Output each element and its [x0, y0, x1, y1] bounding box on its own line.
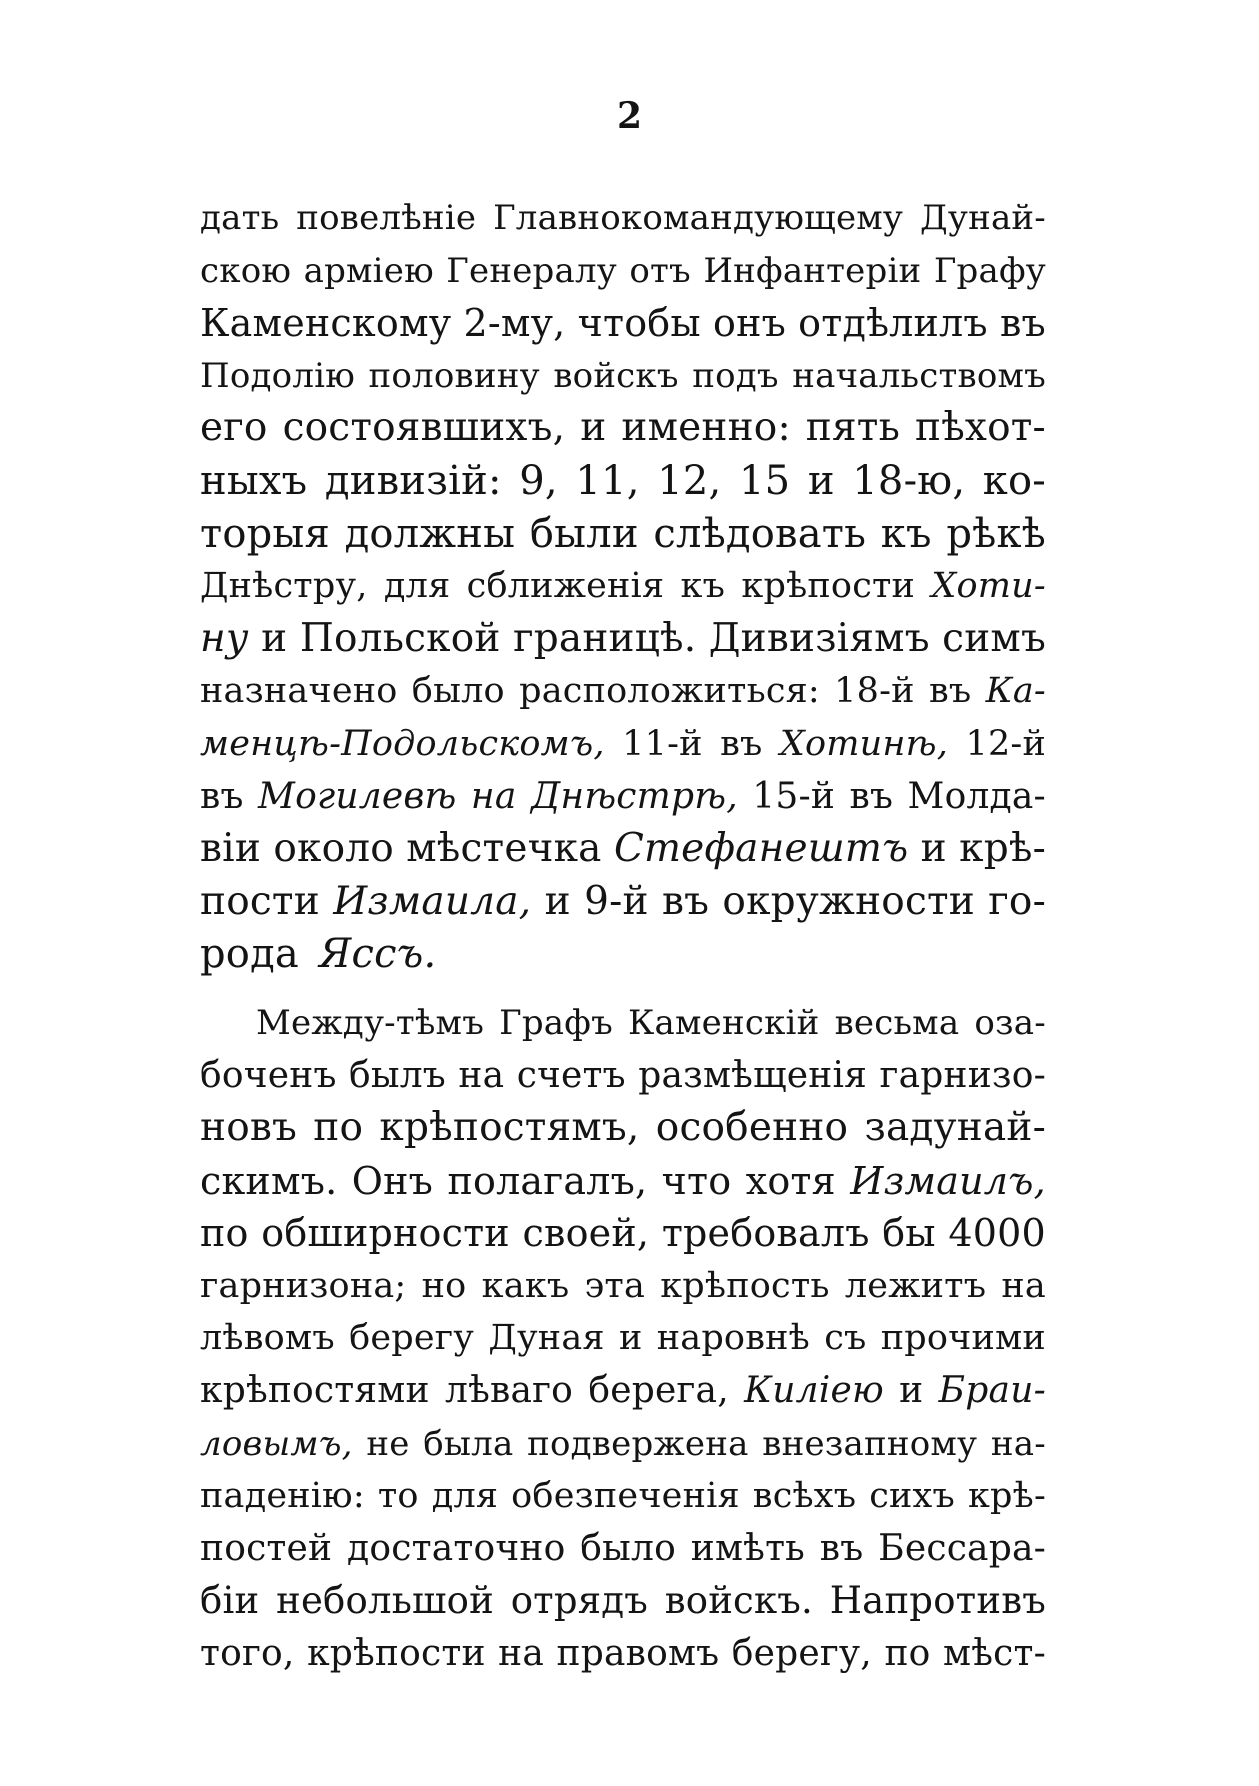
word: и — [899, 1370, 924, 1412]
word: по — [200, 1211, 249, 1256]
italic-word: Днѣстрѣ, — [530, 775, 738, 817]
word: Дуная — [488, 1318, 605, 1359]
text-line — [200, 1260, 1046, 1313]
text-line — [200, 1575, 1046, 1628]
italic-word: на — [470, 775, 517, 817]
word: біи — [200, 1579, 260, 1623]
word: Дунай- — [920, 198, 1046, 238]
word: 2-му, — [463, 301, 566, 346]
word: Бессара- — [878, 1527, 1046, 1569]
word: границѣ. — [513, 615, 697, 661]
word: особенно — [655, 1105, 849, 1151]
word: въ — [720, 723, 763, 764]
word: по — [313, 1105, 364, 1151]
word: съ — [824, 1318, 867, 1359]
word: отдѣлилъ — [798, 301, 988, 346]
word: отрядъ — [510, 1579, 648, 1623]
word: на — [1001, 1265, 1046, 1306]
word: 15 — [738, 457, 791, 504]
word: правомъ — [556, 1633, 720, 1675]
text-line — [200, 928, 1046, 981]
word: достаточно — [347, 1527, 566, 1569]
text-line — [200, 1102, 1046, 1155]
word: пости — [200, 878, 320, 924]
italic-word: Измаила, — [333, 878, 532, 924]
word: Польской — [299, 615, 501, 661]
word: небольшой — [276, 1579, 494, 1623]
word: сближенія — [466, 566, 665, 607]
word: и — [580, 405, 607, 451]
word: 18-ю, — [852, 457, 966, 504]
word: и — [618, 1318, 643, 1359]
word: Инфантеріи — [703, 250, 922, 291]
word: Графу — [933, 250, 1046, 291]
word: обезпеченія — [511, 1476, 740, 1517]
word: дивизій: — [324, 457, 502, 504]
word: бы — [882, 1211, 936, 1256]
italic-word: ну — [200, 615, 249, 661]
word: чтобы — [577, 301, 701, 346]
text-line — [200, 823, 1046, 876]
word: своей, — [522, 1211, 650, 1256]
word: ко- — [982, 457, 1046, 504]
word: 9-й — [584, 878, 649, 924]
word: 12, — [657, 457, 722, 504]
italic-word: Хоти- — [931, 566, 1046, 607]
word: и — [807, 457, 835, 504]
word: то — [377, 1476, 419, 1517]
word: новъ — [200, 1105, 298, 1151]
text-line — [200, 508, 1046, 561]
text-line — [200, 1207, 1046, 1260]
italic-word: Киліею — [744, 1370, 884, 1412]
word: въ — [849, 775, 894, 817]
word: имѣть — [690, 1527, 805, 1569]
word: именно: — [621, 405, 791, 451]
word: но — [421, 1265, 467, 1306]
word: 12-й — [965, 723, 1046, 764]
italic-word: Яссъ. — [318, 931, 437, 978]
word: крѣпостями — [200, 1370, 430, 1412]
word: скимъ. — [200, 1158, 338, 1203]
italic-word: Ка- — [985, 671, 1046, 712]
word: 11-й — [622, 723, 703, 764]
word: постей — [200, 1527, 333, 1569]
word: эта — [584, 1265, 646, 1306]
word: задунай- — [864, 1105, 1046, 1151]
italic-word: Могилевѣ — [258, 775, 457, 817]
word: должны — [344, 510, 516, 557]
word: берега, — [588, 1370, 729, 1412]
word: повелѣніе — [296, 198, 477, 238]
word: того, — [200, 1633, 295, 1675]
word: для — [383, 566, 451, 607]
word: что — [661, 1158, 732, 1203]
word: Графъ — [499, 1002, 613, 1043]
paragraph — [200, 192, 1046, 981]
word: всѣхъ — [752, 1476, 857, 1517]
word: оза- — [974, 1002, 1046, 1043]
word: хотя — [745, 1158, 836, 1203]
word: паденію: — [200, 1476, 365, 1517]
word: сихъ — [869, 1476, 955, 1517]
text-line — [200, 297, 1046, 350]
word: торыя — [200, 510, 330, 557]
word: лѣвомъ — [200, 1318, 335, 1359]
text-line — [200, 192, 1046, 245]
word: войскъ. — [664, 1579, 814, 1623]
word: рѣкѣ — [946, 510, 1046, 557]
word: Дивизіямъ — [708, 615, 930, 661]
italic-word: Стефанештъ — [613, 826, 909, 872]
word: онъ — [713, 301, 786, 346]
text-line — [200, 350, 1046, 403]
word: крѣ- — [967, 1476, 1046, 1517]
word: ныхъ — [200, 457, 308, 504]
text-line — [200, 560, 1046, 613]
text-line — [200, 1050, 1046, 1103]
text-line — [200, 718, 1046, 771]
word: внезапному — [762, 1423, 978, 1464]
word: 18-й — [834, 671, 915, 712]
text-line — [200, 245, 1046, 298]
text-line — [200, 997, 1046, 1050]
word: 9, — [519, 457, 558, 504]
word: крѣпости — [741, 566, 916, 607]
word: Между-тѣмъ — [256, 1002, 485, 1043]
word: не — [366, 1423, 410, 1464]
word: было — [580, 1527, 676, 1569]
word: въ — [928, 671, 972, 712]
word: требовалъ — [661, 1211, 870, 1256]
word: подвержена — [527, 1423, 749, 1464]
word: въ — [200, 775, 244, 817]
word: по — [884, 1633, 931, 1675]
word: былъ — [349, 1054, 446, 1096]
word: и — [920, 826, 947, 872]
text-line — [200, 1418, 1046, 1471]
word: счетъ — [516, 1054, 626, 1096]
word: и — [544, 878, 571, 924]
word: въ — [819, 1527, 864, 1569]
word: полагалъ, — [447, 1158, 648, 1203]
text-line — [200, 613, 1046, 666]
text-line — [200, 665, 1046, 718]
word: боченъ — [200, 1054, 337, 1096]
word: Напротивъ — [829, 1579, 1046, 1623]
body-text — [200, 192, 1046, 1681]
word: го- — [988, 878, 1046, 924]
word: на- — [990, 1423, 1046, 1464]
word: Днѣстру, — [200, 566, 368, 607]
word: назначено — [200, 671, 398, 712]
text-line — [200, 876, 1046, 929]
text-line — [200, 1155, 1046, 1208]
word: отъ — [629, 250, 691, 291]
word: расположиться: — [519, 671, 820, 712]
word: подъ — [692, 355, 779, 396]
word: прочими — [880, 1318, 1046, 1359]
word: мѣстечка — [406, 826, 602, 872]
word: крѣпость — [660, 1265, 830, 1306]
word: рода — [200, 931, 299, 978]
word: къ — [680, 566, 726, 607]
word: для — [431, 1476, 499, 1517]
italic-word: Измаилъ, — [850, 1158, 1046, 1203]
word: 11, — [575, 457, 640, 504]
word: крѣпостямъ, — [379, 1105, 640, 1151]
text-line — [200, 1470, 1046, 1523]
word: начальствомъ — [792, 355, 1046, 396]
italic-word: Хотинѣ, — [779, 723, 949, 764]
text-line — [200, 1365, 1046, 1418]
word: 15-й — [752, 775, 836, 817]
word: Молда- — [907, 775, 1046, 817]
word: Каменскій — [628, 1002, 820, 1043]
text-line — [200, 1312, 1046, 1365]
word: пять — [805, 405, 901, 451]
word: было — [411, 671, 505, 712]
text-line — [200, 1628, 1046, 1681]
word: 4000 — [948, 1211, 1046, 1256]
paragraph-gap — [200, 981, 1046, 997]
word: гарнизона; — [200, 1265, 407, 1306]
word: на — [458, 1054, 505, 1096]
text-line — [200, 402, 1046, 455]
word: въ — [999, 301, 1046, 346]
word: віи — [200, 826, 262, 872]
word: Главнокомандующему — [493, 198, 904, 238]
word: дать — [200, 198, 280, 238]
word: состоявшихъ, — [282, 405, 566, 451]
word: крѣпости — [307, 1633, 486, 1675]
word: крѣ- — [959, 826, 1046, 872]
word: размѣщенія — [638, 1054, 868, 1096]
word: скою — [200, 250, 292, 291]
word: обширности — [261, 1211, 510, 1256]
page-number: 2 — [616, 95, 643, 137]
word: въ — [661, 878, 710, 924]
word: арміею — [303, 250, 434, 291]
word: на — [498, 1633, 545, 1675]
text-line — [200, 771, 1046, 824]
word: окружности — [722, 878, 975, 924]
italic-word: Браи- — [938, 1370, 1046, 1412]
word: слѣдовать — [653, 510, 867, 557]
text-line — [200, 1523, 1046, 1576]
word: Генералу — [446, 250, 617, 291]
word: Подолію — [200, 355, 355, 396]
word: около — [273, 826, 394, 872]
italic-word: ловымъ, — [200, 1423, 353, 1464]
text-line — [200, 455, 1046, 508]
word: берегу — [349, 1318, 475, 1359]
word: половину — [368, 355, 540, 396]
word: къ — [880, 510, 932, 557]
word: пѣхот- — [915, 405, 1046, 451]
paragraph — [200, 997, 1046, 1681]
italic-word: менцѣ-Подольскомъ, — [200, 723, 605, 764]
word: мѣст- — [943, 1633, 1046, 1675]
word: берегу, — [731, 1633, 872, 1675]
word: и — [261, 615, 288, 661]
word: весьма — [834, 1002, 960, 1043]
word: лѣваго — [445, 1370, 574, 1412]
word: войскъ — [553, 355, 679, 396]
word: Каменскому — [200, 301, 452, 346]
word: была — [423, 1423, 514, 1464]
word: наровнѣ — [656, 1318, 810, 1359]
word: лежитъ — [844, 1265, 987, 1306]
word: симъ — [942, 615, 1046, 661]
word: его — [200, 405, 268, 451]
word: гарнизо- — [879, 1054, 1046, 1096]
word: были — [529, 510, 639, 557]
word: какъ — [481, 1265, 570, 1306]
word: Онъ — [351, 1158, 434, 1203]
